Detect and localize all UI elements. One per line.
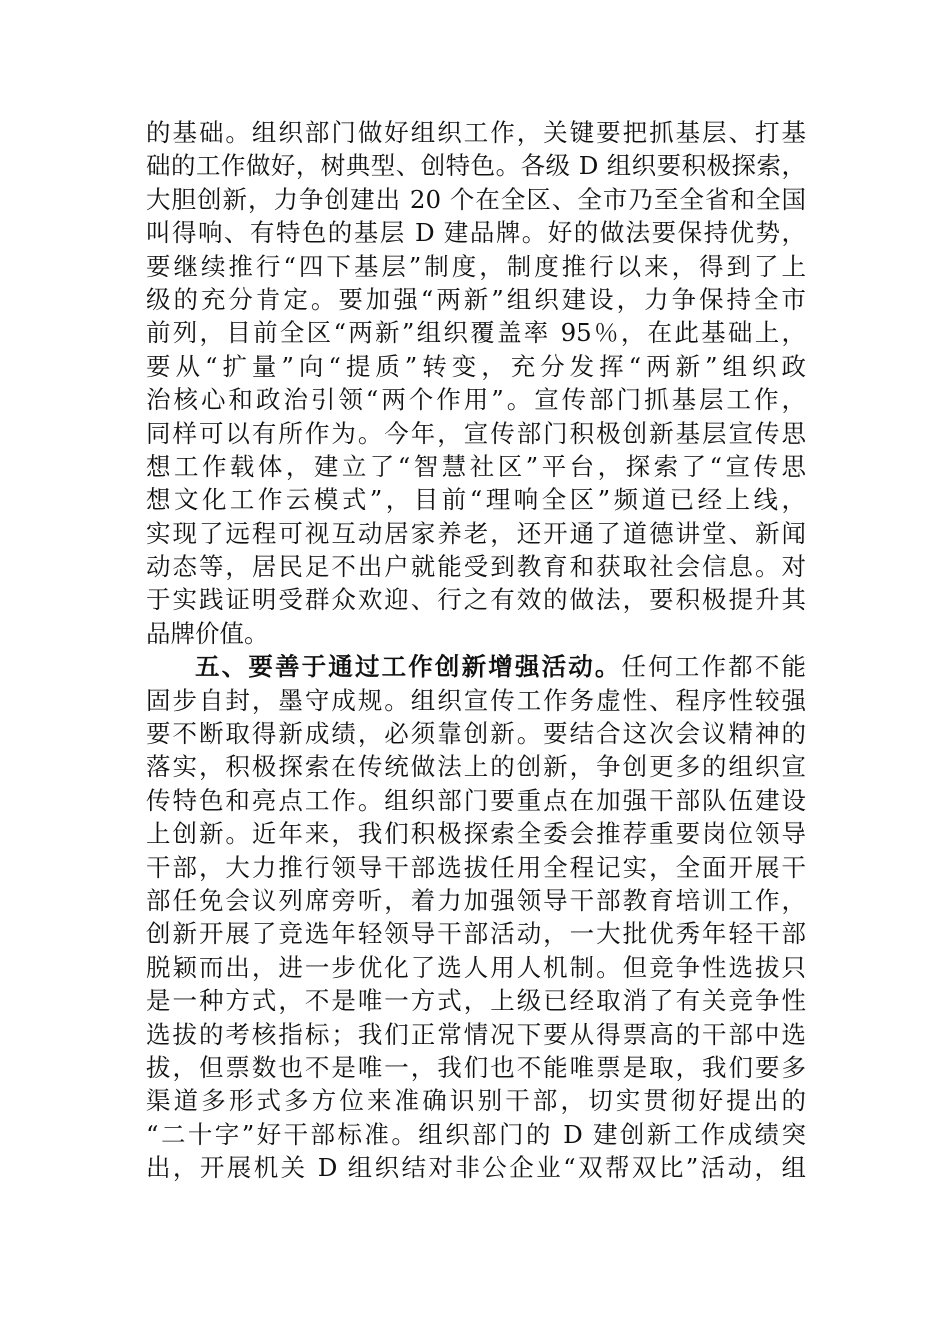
text-line: 想文化工作云模式”，目前“理响全区”频道已经上线， (146, 485, 806, 515)
text-line: 选拔的考核指标；我们正常情况下要从得票高的干部中选 (146, 1019, 806, 1049)
paragraph-1 (146, 116, 806, 650)
text-line: 叫得响、有特色的基层 D 建品牌。好的做法要保持优势， (146, 218, 806, 248)
section-5-first-line (146, 650, 806, 683)
text-line: 想工作载体，建立了“智慧社区”平台，探索了“宣传思 (146, 451, 806, 481)
text-line: 拔，但票数也不是唯一，我们也不能唯票是取，我们要多 (146, 1052, 806, 1082)
text-line: 础的工作做好，树典型、创特色。各级 D 组织要积极探索， (146, 151, 806, 181)
text-line: 干部，大力推行领导干部选拔任用全程记实，全面开展干 (146, 852, 806, 882)
text-line: 上创新。近年来，我们积极探索全委会推荐重要岗位领导 (146, 819, 806, 849)
section-5-first-line-text: 任何工作都不能 (621, 652, 807, 682)
text-line: 同样可以有所作为。今年，宣传部门积极创新基层宣传思 (146, 418, 806, 448)
text-line: 要不断取得新成绩，必须靠创新。要结合这次会议精神的 (146, 719, 806, 749)
section-5-heading: 五、要善于通过工作创新增强活动。 (195, 652, 622, 682)
text-line: 固步自封，墨守成规。组织宣传工作务虚性、程序性较强 (146, 685, 806, 715)
text-line: 是一种方式，不是唯一方式，上级已经取消了有关竞争性 (146, 986, 806, 1016)
text-line: 治核心和政治引领“两个作用”。宣传部门抓基层工作， (146, 385, 806, 415)
text-line: 落实，积极探索在传统做法上的创新，争创更多的组织宣 (146, 752, 806, 782)
text-line: 实现了远程可视互动居家养老，还开通了道德讲堂、新闻 (146, 518, 806, 548)
text-line: 品牌价值。 (146, 618, 269, 648)
text-line: 要从“扩量”向“提质”转变，充分发挥“两新”组织政 (146, 351, 806, 381)
text-line: 传特色和亮点工作。组织部门要重点在加强干部队伍建设 (146, 785, 806, 815)
text-line: 级的充分肯定。要加强“两新”组织建设，力争保持全市 (146, 284, 806, 314)
text-line: 渠道多形式多方位来准确识别干部，切实贯彻好提出的 (146, 1086, 806, 1116)
text-line: 前列，目前全区“两新”组织覆盖率 95％，在此基础上， (146, 318, 806, 348)
text-line: 创新开展了竞选年轻领导干部活动，一大批优秀年轻干部 (146, 919, 806, 949)
text-line: 大胆创新，力争创建出 20 个在全区、全市乃至全省和全国 (146, 184, 806, 214)
text-line: 脱颖而出，进一步优化了选人用人机制。但竞争性选拔只 (146, 952, 806, 982)
text-line: “二十字”好干部标准。组织部门的 D 建创新工作成绩突 (146, 1119, 806, 1149)
text-line: 的基础。组织部门做好组织工作，关键要把抓基层、打基 (146, 118, 806, 147)
text-line: 于实践证明受群众欢迎、行之有效的做法，要积极提升其 (146, 585, 806, 615)
section-5 (146, 650, 806, 1184)
text-line: 要继续推行“四下基层”制度，制度推行以来，得到了上 (146, 251, 806, 281)
text-line: 出，开展机关 D 组织结对非公企业“双帮双比”活动，组 (146, 1153, 806, 1183)
text-line: 动态等，居民足不出户就能受到教育和获取社会信息。对 (146, 552, 806, 582)
document-body (146, 116, 806, 1185)
text-line: 部任免会议列席旁听，着力加强领导干部教育培训工作， (146, 885, 806, 915)
